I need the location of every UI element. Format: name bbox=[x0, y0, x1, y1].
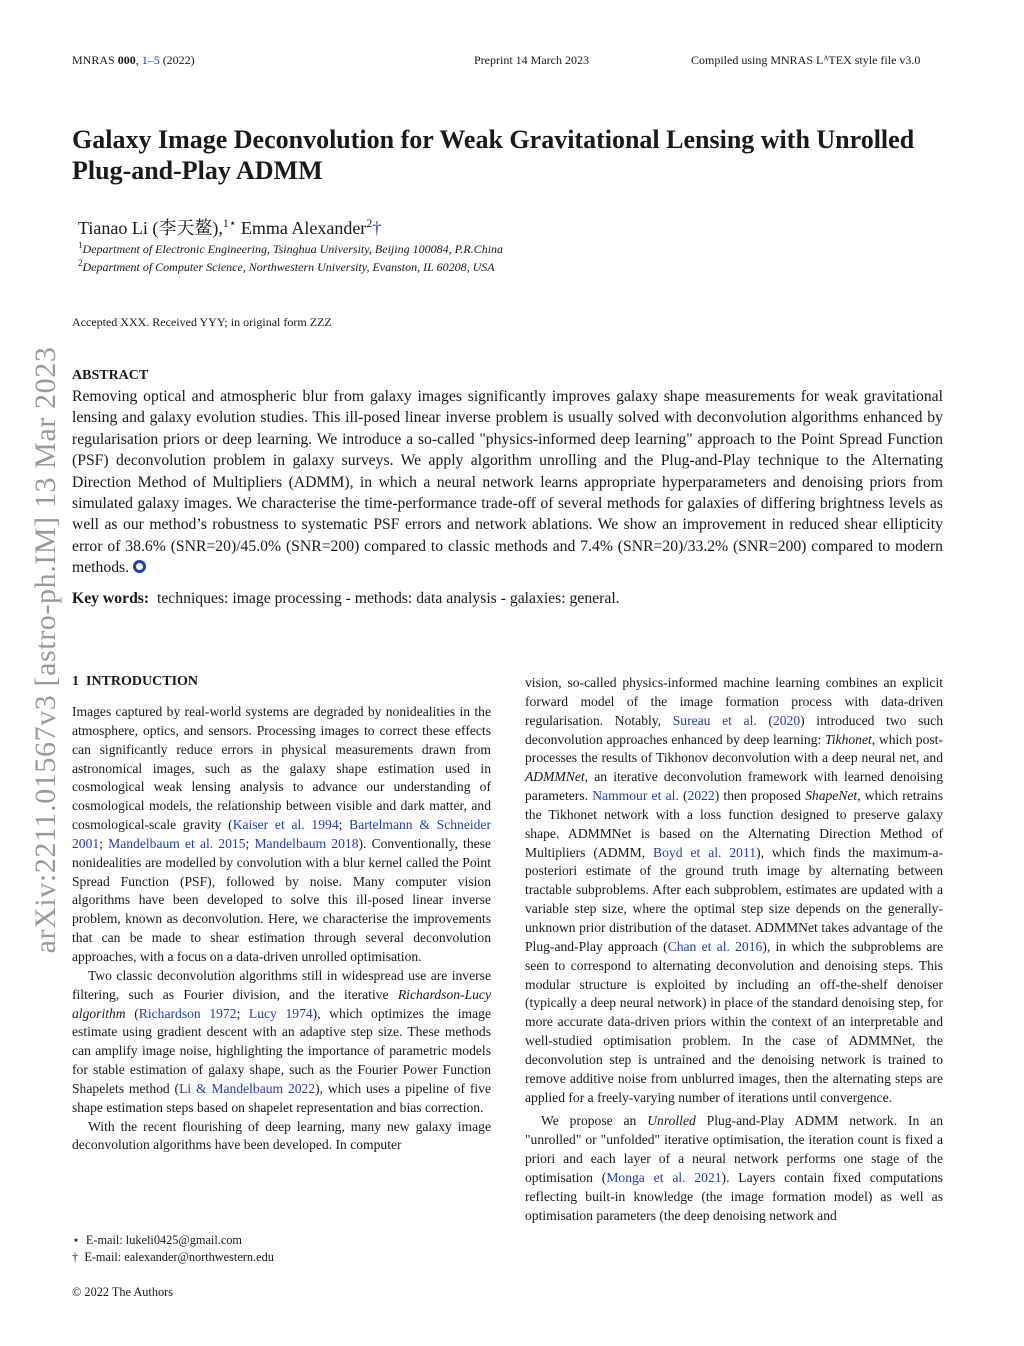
intro-paragraph-1: Images captured by real-world systems are degraded by nonidealities in the atmosphere, optics, and sensors. Processing images to correct these effects can significantly reduce errors in physical measurements drawn from astronomical images, such as the galaxy shape estimation used in cosmological weak lensing analysis to advance our understanding of cosmological models, the relationship between visible and dark matter, and cosmological-scale gravity (Kaiser et al. 1994; Bartelmann & Schneider 2001; Mandelbaum et al. 2015; Mandelbaum 2018). Conventionally, these nonidealities are modelled by convolution with a blur kernel called the Point Spread Function (PSF), followed by noise. Many computer vision algorithms have been developed to solve this ill-posed linear inverse problem, known as deconvolution. Here, we characterise the improvements that can be made to shear estimation through several deconvolution approaches, with a focus on a data-driven unrolled optimisation. bbox=[72, 704, 491, 964]
abstract-text: Removing optical and atmospheric blur from galaxy images significantly improves galaxy shape measurements for weak gravitational lensing and galaxy evolution studies. This ill-posed linear inverse problem is usually solved with deconvolution algorithms enhanced by regularisation priors or deep learning. We introduce a so-called "physics-informed deep learning" approach to the Point Spread Function (PSF) deconvolution problem in galaxy surveys. We apply algorithm unrolling and the Plug-and-Play technique to the Alternating Direction Method of Multipliers (ADMM), in which a neural network learns appropriate hyperparameters and denoising priors from simulated galaxy images. We characterise the time-performance trade-off of several methods for galaxies of differing brightness levels as well as our method’s robustness to systematic PSF errors and network ablations. We show an improvement in reduced shear ellipticity error of 38.6% (SNR=20)/45.0% (SNR=200) compared to classic methods and 7.4% (SNR=20)/33.2% (SNR=200) compared to modern methods. bbox=[72, 388, 943, 577]
affiliation-1: $^1$Department of Electronic Engineering, Tsinghua University, Beijing 100084, P.R.China bbox=[78, 240, 504, 256]
copyright-notice: © 2022 The Authors bbox=[72, 1285, 173, 1299]
affiliation-2: $^2$Department of Computer Science, Northwestern University, Evanston, IL 60208, USA bbox=[78, 258, 495, 274]
intro-right-column bbox=[525, 674, 943, 1225]
citation-nammour-year[interactable]: 2022 bbox=[687, 788, 715, 804]
citation-li-mandelbaum[interactable]: Li & Mandelbaum 2022 bbox=[179, 1080, 316, 1096]
github-icon[interactable] bbox=[133, 560, 146, 573]
paper-title: Galaxy Image Deconvolution for Weak Gravitational Lensing with Unrolled Plug-and-Play ADMM bbox=[72, 125, 915, 185]
pages-link[interactable]: 1–5 bbox=[141, 53, 160, 67]
citation-mandelbaum-2018[interactable]: Mandelbaum 2018 bbox=[254, 835, 359, 851]
right-paragraph-2: We propose an Unrolled Plug-and-Play ADMM network. In an "unrolled" or "unfolded" iterative optimisation, the iteration count is fixed a priori and each layer of a neural network performs one stage of the optimisation (Monga et al. 2021). Layers contain fixed computations reflecting built-in knowledge (the image formation model) as well as optimisation parameters (the deep denoising network and bbox=[525, 1113, 943, 1223]
keywords-text: techniques: image processing - methods: data analysis - galaxies: general. bbox=[156, 590, 620, 607]
footnote-2: † E-mail: ealexander@northwestern.edu bbox=[72, 1250, 274, 1264]
citation-boyd[interactable]: Boyd et al. 2011 bbox=[653, 844, 757, 860]
citation-nammour[interactable]: Nammour et al. bbox=[592, 788, 679, 804]
author-2: Emma Alexander bbox=[236, 218, 367, 238]
author-list: Tianao Li (李天鳌),$^{1⋆}$ Emma Alexander$^2$† bbox=[78, 216, 382, 238]
arxiv-identifier: arXiv:2211.01567v3 [astro-ph.IM] 13 Mar 2023 bbox=[29, 346, 62, 954]
citation-sureau-year[interactable]: 2020 bbox=[772, 712, 801, 728]
intro-left-column bbox=[72, 703, 491, 1155]
citation-monga[interactable]: Monga et al. 2021 bbox=[606, 1169, 722, 1185]
intro-paragraph-2: Two classic deconvolution algorithms still in widespread use are inverse filtering, such as Fourier division, and the iterative Richardson-Lucy algorithm (Richardson 1972; Lucy 1974), which optimizes the image estimate using gradient descent with an adaptive step size. These methods can amplify image noise, highlighting the importance of parametric models for stable estimation of galaxy shape, such as the Fourier Power Function Shapelets method (Li & Mandelbaum 2022), which uses a pipeline of five shape estimation steps based on shapelet representation and bias correction. bbox=[72, 967, 491, 1115]
accepted-line: Accepted XXX. Received YYY; in original form ZZZ bbox=[72, 315, 332, 329]
footnote-dagger-link[interactable]: † bbox=[372, 218, 382, 238]
citation-bartelmann[interactable]: Bartelmann & Schneider 2001 bbox=[72, 817, 491, 851]
running-header-compiled: Compiled using MNRAS LᴬTEX style file v3.0 bbox=[691, 53, 921, 67]
abstract-heading: ABSTRACT bbox=[72, 368, 149, 383]
footnotes bbox=[72, 1232, 274, 1266]
intro-paragraph-3: With the recent flourishing of deep learning, many new galaxy image deconvolution algorithms have been developed. In computer bbox=[72, 1118, 491, 1153]
citation-kaiser[interactable]: Kaiser et al. 1994 bbox=[232, 817, 339, 833]
running-header-preprint: Preprint 14 March 2023 bbox=[474, 53, 589, 67]
keywords-label: Key words: bbox=[72, 590, 150, 607]
citation-mandelbaum-2015[interactable]: Mandelbaum et al. 2015 bbox=[108, 835, 246, 851]
author-1: Tianao Li (李天鳌), bbox=[78, 218, 223, 238]
right-paragraph-1: vision, so-called physics-informed machine learning combines an explicit forward model of the image formation process with data-driven regularisation. Notably, Sureau et al. (2020) introduced two such deconvolution approaches enhanced by deep learning: Tikhonet, which post-processes the results of Tikhonov deconvolution with a deep neural net, and ADMMNet, an iterative deconvolution framework with learned denoising parameters. Nammour et al. (2022) then proposed ShapeNet, which retrains the Tikhonet network with a loss function designed to preserve galaxy shape. ADMMNet is based on the Alternating Direction Method of Multipliers (ADMM, Boyd et al. 2011), which finds the maximum-a-posteriori estimate of the ground truth image by alternating between tractable subproblems. After each subproblem, estimates are updated with a variable step size, where the optimal step size depends on the generally-unknown prior distribution of the dataset. ADMMNet takes advantage of the Plug-and-Play approach (Chan et al. 2016), in which the subproblems are seen to correspond to alternating deconvolution and denoising steps. This modular structure is exploited by including an off-the-shelf denoiser (typically a deep neural network) in place of the standard denoising step, for more accurate data-driven priors within the context of an interpretable and well-studied optimisation problem. In the case of ADMMNet, the deconvolution step is untrained and the denoising network is trained to remove additive noise from unblurred images, then the alternating steps are applied for a freely-varying number of iterations until convergence. bbox=[525, 675, 944, 1105]
footnote-1: ⋆ E-mail: lukeli0425@gmail.com bbox=[72, 1233, 242, 1247]
section-heading: 1 INTRODUCTION bbox=[72, 674, 199, 689]
citation-richardson[interactable]: Richardson 1972 bbox=[138, 1005, 237, 1021]
citation-chan[interactable]: Chan et al. 2016 bbox=[667, 938, 763, 954]
arxiv-sidebar bbox=[16, 300, 76, 1000]
citation-lucy[interactable]: Lucy 1974 bbox=[248, 1005, 313, 1021]
keywords bbox=[72, 590, 620, 608]
citation-sureau[interactable]: Sureau et al. bbox=[672, 712, 757, 728]
running-header-journal: MNRAS 000, 1–5 (2022) bbox=[72, 53, 195, 67]
